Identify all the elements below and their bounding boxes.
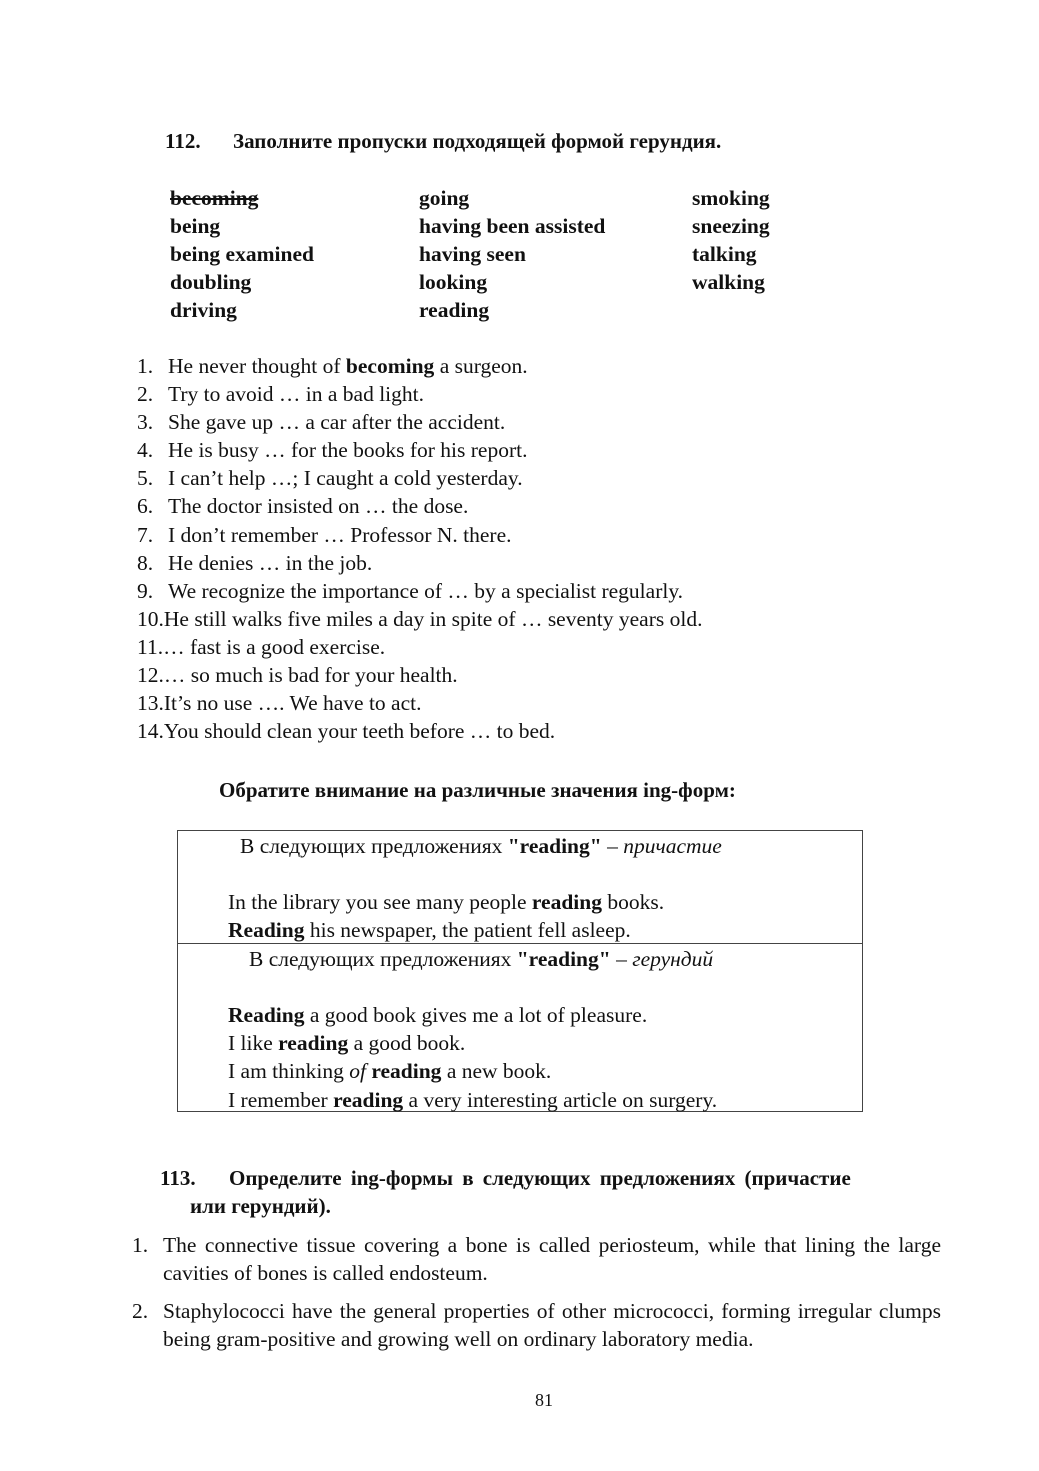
- caption-dash: –: [601, 834, 624, 858]
- sentence-text: I don’t remember … Professor N. there.: [168, 522, 512, 547]
- caption-type: герундий: [632, 947, 714, 971]
- sentence-list: [137, 352, 702, 745]
- example-text: books.: [601, 890, 665, 914]
- sentence-item: [137, 689, 702, 717]
- word-bank-column-1: [170, 184, 314, 324]
- sentence-item: [137, 464, 702, 492]
- example-text: I remember: [228, 1088, 334, 1112]
- item-text: Staphylococci have the general properties of other micrococci, forming irregular clumps being gram-positive and growing well on ordinary laboratory media.: [163, 1299, 941, 1351]
- sentence-number: 6.: [137, 494, 154, 519]
- word-bank-item: looking: [419, 270, 488, 294]
- exercise-113-heading: [160, 1164, 941, 1220]
- sentence-text: … fast is a good exercise.: [163, 634, 386, 659]
- word-bank-item: becoming: [170, 186, 259, 210]
- sentence-text: We recognize the importance of … by a specialist regularly.: [168, 578, 684, 603]
- word-bank-item: going: [419, 186, 470, 210]
- sentence-number: 4.: [137, 438, 154, 463]
- sentence-number: 7.: [137, 522, 154, 547]
- sentence-number: 10.: [137, 606, 164, 631]
- item-text: The connective tissue covering a bone is called periosteum, while that lining the large cavities of bones is called endosteum.: [163, 1233, 941, 1285]
- gerund-example-2: [228, 1029, 465, 1057]
- word-bank-column-3: [692, 184, 770, 296]
- sentence-item: [137, 352, 702, 380]
- word-bank-item: having seen: [419, 242, 526, 266]
- sentence-number: 14.: [137, 719, 164, 744]
- sentence-text: It’s no use …. We have to act.: [163, 691, 422, 716]
- example-text: his newspaper, the patient fell asleep.: [304, 918, 631, 942]
- sentence-text: The doctor insisted on … the dose.: [168, 494, 469, 519]
- example-text: a good book gives me a lot of pleasure.: [304, 1003, 648, 1027]
- participle-example-2: [228, 916, 631, 944]
- sentence-item: [137, 492, 702, 520]
- sentence-text: … so much is bad for your health.: [163, 663, 458, 688]
- sentence-item: [137, 717, 702, 745]
- sentence-item: [137, 549, 702, 577]
- participle-example-1: [228, 888, 664, 916]
- sentence-number: 1.: [137, 354, 154, 378]
- example-text: I like: [228, 1031, 279, 1055]
- sentence-item: [137, 380, 702, 408]
- sentence-item: [137, 408, 702, 436]
- exercise-112-heading: [165, 127, 721, 155]
- caption-word: "reading": [507, 834, 602, 858]
- gerund-example-4: [228, 1086, 717, 1114]
- sentence-text: You should clean your teeth before … to bed.: [163, 719, 556, 744]
- sentence-number: 8.: [137, 550, 154, 575]
- example-key-word: reading: [278, 1031, 349, 1055]
- example-text: In the library you see many people: [228, 890, 532, 914]
- word-bank-item: driving: [170, 298, 237, 322]
- sentence-text: He still walks five miles a day in spite of … seventy years old.: [163, 606, 703, 631]
- sentence-number: 11.: [137, 634, 164, 659]
- gerund-example-1: [228, 1001, 647, 1029]
- example-text: a very interesting article on surgery.: [403, 1088, 718, 1112]
- word-bank-item: having been assisted: [419, 214, 606, 238]
- word-bank-item: reading: [419, 298, 490, 322]
- page-number: 81: [535, 1390, 553, 1410]
- caption-text: В следующих предложениях: [240, 834, 508, 858]
- sentence-text: He denies … in the job.: [168, 550, 373, 575]
- example-key-word: reading: [365, 1059, 442, 1083]
- item-number: 2.: [132, 1299, 149, 1323]
- sentence-number: 13.: [137, 691, 164, 716]
- word-bank-item: smoking: [692, 186, 770, 210]
- sentence-text: He never thought of: [168, 354, 346, 378]
- sentence-answer-example: becoming: [345, 354, 435, 378]
- caption-text: В следующих предложениях: [249, 947, 517, 971]
- exercise-number: 113.: [160, 1166, 196, 1190]
- exercise-instruction-continued: или герундий).: [190, 1194, 331, 1218]
- gerund-example-3: [228, 1057, 551, 1085]
- word-bank-item: sneezing: [692, 214, 770, 238]
- participle-caption: [240, 832, 722, 860]
- word-bank-item: doubling: [170, 270, 252, 294]
- word-bank-item: being: [170, 214, 221, 238]
- sentence-number: 3.: [137, 410, 154, 435]
- gerund-caption: [249, 945, 713, 973]
- word-bank-item: talking: [692, 242, 757, 266]
- sentence-number: 2.: [137, 382, 154, 407]
- word-bank-item: being examined: [170, 242, 314, 266]
- example-text: a good book.: [348, 1031, 466, 1055]
- word-bank-column-2: [419, 184, 605, 324]
- sentence-item: [137, 436, 702, 464]
- sentence-text: I can’t help …; I caught a cold yesterday.: [168, 466, 523, 491]
- sentence-item: [137, 661, 702, 689]
- exercise-113-item: [132, 1297, 941, 1353]
- sentence-number: 5.: [137, 466, 154, 491]
- sentence-text: Try to avoid … in a bad light.: [168, 382, 425, 407]
- caption-word: "reading": [516, 947, 611, 971]
- exercise-instruction: Определите ing-формы в следующих предложениях (причастие: [229, 1166, 851, 1190]
- example-text: I am thinking: [228, 1059, 350, 1083]
- sentence-number: 9.: [137, 578, 154, 603]
- sentence-item: [137, 521, 702, 549]
- example-text: a new book.: [441, 1059, 552, 1083]
- example-key-word: reading: [531, 890, 602, 914]
- exercise-number: 112.: [165, 129, 201, 153]
- sentence-item: [137, 577, 702, 605]
- note-heading: Обратите внимание на различные значения ing-форм:: [219, 778, 736, 802]
- example-key-word: Reading: [228, 918, 305, 942]
- caption-type: причастие: [623, 834, 722, 858]
- sentence-item: [137, 605, 702, 633]
- exercise-113-item: [132, 1231, 941, 1287]
- sentence-item: [137, 633, 702, 661]
- example-preposition: of: [349, 1059, 366, 1083]
- sentence-text: a surgeon.: [434, 354, 528, 378]
- sentence-text: She gave up … a car after the accident.: [168, 410, 506, 435]
- sentence-text: He is busy … for the books for his report.: [168, 438, 528, 463]
- exercise-instruction: Заполните пропуски подходящей формой герундия.: [233, 129, 722, 153]
- sentence-number: 12.: [137, 663, 164, 688]
- example-key-word: reading: [333, 1088, 404, 1112]
- caption-dash: –: [610, 947, 633, 971]
- example-key-word: Reading: [228, 1003, 305, 1027]
- item-number: 1.: [132, 1233, 149, 1257]
- word-bank-item: walking: [692, 270, 765, 294]
